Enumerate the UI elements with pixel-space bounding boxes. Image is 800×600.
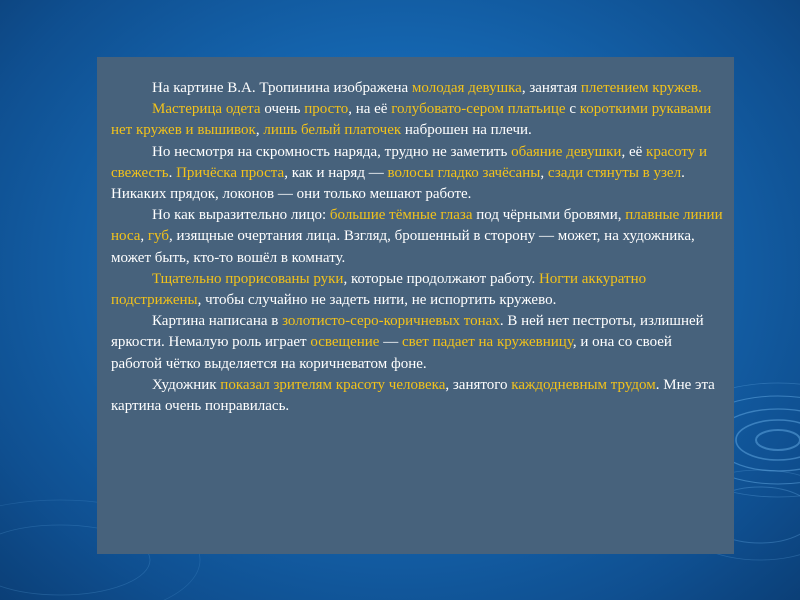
highlighted-phrase: показал зрителям красоту человека [220, 376, 446, 393]
text-segment: , [255, 122, 264, 139]
paragraph [111, 269, 723, 311]
text-segment: — [379, 334, 402, 351]
text-segment: очень [260, 101, 305, 118]
text-segment: . В ней нет пестроты, излишней яркости. Немалую роль играет [111, 313, 704, 351]
highlighted-phrase: Мастерица одета [152, 101, 261, 118]
text-segment: , которые продолжают работу. [343, 270, 539, 287]
text-segment: , её [621, 143, 647, 160]
text-segment: . Мне эта картина очень понравилась. [111, 376, 715, 415]
text-segment: с [565, 101, 580, 118]
text-segment: наброшен на плечи. [401, 122, 532, 139]
highlighted-phrase: Причёска проста [176, 164, 285, 181]
highlighted-phrase: золотисто-серо-коричневых тонах [282, 313, 500, 330]
highlighted-phrase: большие тёмные глаза [329, 207, 473, 224]
highlighted-phrase: просто [304, 101, 349, 118]
text-segment: , [540, 164, 548, 181]
text-segment: , изящные очертания лица. Взгляд, брошенный в сторону — может, на художника, может быть, кто-то вошёл в комнату. [111, 228, 695, 266]
text-segment: , и она со своей работой чётко выделяется на коричневатом фоне. [111, 334, 672, 372]
text-segment: Но несмотря на скромность наряда, трудно не заметить [152, 143, 512, 160]
highlighted-phrase: каждодневным трудом [511, 376, 656, 393]
paragraph [111, 311, 723, 375]
highlighted-phrase: губ [147, 228, 169, 245]
text-segment: Но как выразительно лицо: [152, 207, 330, 224]
highlighted-phrase: свет падает на кружевницу [401, 334, 573, 351]
highlighted-phrase: освещение [310, 334, 380, 351]
text-segment: Картина написана в [152, 313, 283, 330]
highlighted-phrase: голубовато-сером платьице [391, 101, 566, 118]
highlighted-phrase: плавные линии носа [111, 207, 723, 245]
text-segment: под чёрными бровями, [472, 207, 626, 224]
text-segment: , чтобы случайно не задеть нити, не испортить кружево. [197, 292, 557, 309]
paragraph [111, 375, 723, 417]
paragraph [111, 142, 723, 206]
text-segment: Художник [152, 376, 221, 393]
text-segment: . [168, 164, 177, 181]
highlighted-phrase: обаяние девушки [511, 143, 622, 160]
highlighted-phrase: сзади стянуты в узел [547, 164, 682, 181]
highlighted-phrase: Тщательно прорисованы руки [152, 270, 344, 287]
text-segment: , [140, 228, 148, 245]
highlighted-phrase: Ногти аккуратно подстрижены [111, 270, 647, 309]
essay-text [111, 78, 723, 417]
paragraph [111, 99, 723, 141]
paragraph [111, 205, 723, 269]
paragraph [111, 78, 723, 99]
text-segment: , занятого [445, 376, 512, 393]
text-segment: , на её [348, 101, 392, 118]
text-segment: . Никаких прядок, локонов — они только мешают работе. [111, 164, 685, 203]
highlighted-phrase: волосы гладко зачёсаны [387, 164, 541, 181]
text-segment: , как и наряд — [284, 164, 388, 181]
highlighted-phrase: плетением кружев. [580, 80, 702, 96]
text-segment: , занятая [521, 80, 581, 96]
highlighted-phrase: лишь белый платочек [263, 122, 402, 139]
text-segment: На картине В.А. Тропинина изображена [152, 80, 412, 96]
highlighted-phrase: красоту и свежесть [111, 143, 708, 181]
highlighted-phrase: короткими рукавами нет кружев и вышивок [111, 101, 712, 139]
highlighted-phrase: молодая девушка [411, 80, 522, 96]
